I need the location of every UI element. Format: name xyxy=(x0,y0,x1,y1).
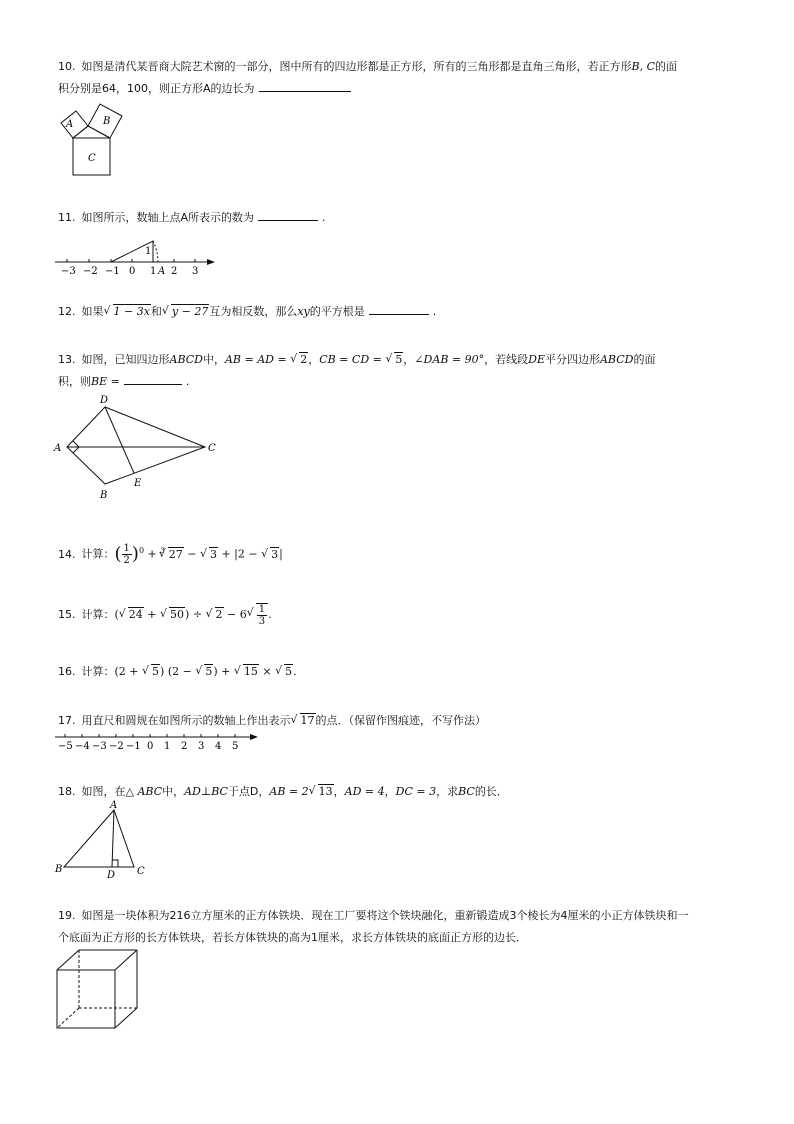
tick-label: −2 xyxy=(109,741,124,752)
compute-label: 计算： xyxy=(81,608,115,621)
answer-blank[interactable] xyxy=(124,373,182,385)
sqrt-expression xyxy=(119,604,144,626)
radicand: 27 xyxy=(168,547,183,561)
sqrt-expression xyxy=(234,661,259,683)
q13-period: . xyxy=(185,375,190,388)
radicand: y − 27 xyxy=(171,305,209,318)
operator: + xyxy=(221,665,231,678)
tick-label: −1 xyxy=(126,741,141,752)
tick-label: 0 xyxy=(147,741,154,752)
tick-label: 2 xyxy=(171,266,178,277)
question-number: 10. xyxy=(58,60,76,73)
q18-text: ， xyxy=(384,785,396,798)
tick-label: 1 xyxy=(164,741,171,752)
sqrt-fraction xyxy=(247,603,268,627)
question-15 xyxy=(58,603,272,627)
q13-text: 平分四边形 xyxy=(544,353,600,366)
radicand: 13 xyxy=(318,785,333,798)
operator: + xyxy=(147,547,157,561)
compute-label: 计算： xyxy=(81,665,115,678)
tick-label: −2 xyxy=(83,266,98,277)
fraction xyxy=(256,603,268,627)
q13-math: DE xyxy=(528,353,545,366)
fraction xyxy=(122,543,132,566)
q13-math: ABCD xyxy=(169,353,203,366)
q18-math: △ ABC xyxy=(125,785,163,798)
vertex-a: A xyxy=(110,800,118,811)
q13-math: CB = CD = xyxy=(319,353,386,366)
q13-text: 积，则 xyxy=(58,375,91,388)
group-2-close: ) xyxy=(213,665,218,678)
tick-label: −5 xyxy=(58,741,73,752)
sqrt-expression xyxy=(162,301,209,323)
q10-text-3: 积分别是64，100，则正方形A的边长为 xyxy=(58,82,255,95)
sqrt-expression xyxy=(195,661,213,683)
radicand: 2 xyxy=(215,608,223,621)
sqrt-expression xyxy=(275,661,293,683)
q12-text: 的平方根是 xyxy=(309,305,365,318)
radicand: 1 − 3x xyxy=(113,305,150,318)
vertex-b: B xyxy=(100,490,108,501)
question-number: 15. xyxy=(58,608,76,621)
radicand: 3 xyxy=(209,547,217,561)
q12-text: 和 xyxy=(150,305,162,318)
group-1-close: ) xyxy=(160,665,165,678)
q18-math: AD = 4 xyxy=(344,785,385,798)
question-number: 14. xyxy=(58,547,76,561)
cube-root-expression xyxy=(159,544,184,566)
question-number: 12. xyxy=(58,305,76,318)
q12-period: . xyxy=(432,305,437,318)
compute-label: 计算： xyxy=(81,547,115,561)
cube-root-index: 3 xyxy=(160,547,165,555)
q13-text: 中， xyxy=(202,353,225,366)
label-c: C xyxy=(88,153,96,164)
sqrt-expression xyxy=(160,604,185,626)
radicand: 17 xyxy=(300,714,315,727)
q12-text: 互为相反数，那么 xyxy=(209,305,298,318)
sqrt-expression xyxy=(206,604,224,626)
q10-text-2: 的面 xyxy=(655,60,677,73)
q13-text: 如图，已知四边形 xyxy=(81,353,170,366)
q11-period: . xyxy=(322,211,326,224)
radicand: 5 xyxy=(205,665,213,678)
q13-math: ∠DAB = 90° xyxy=(414,353,485,366)
numerator: √ 1 xyxy=(258,604,266,615)
q16-period: . xyxy=(293,665,297,678)
q13-math: BE = xyxy=(91,375,120,388)
radicand: 15 xyxy=(243,665,258,678)
q12-text: 如果 xyxy=(81,305,104,318)
operator: ÷ xyxy=(192,608,203,621)
radicand: 2 xyxy=(300,353,308,366)
tick-label: −3 xyxy=(61,266,76,277)
vertex-d: D xyxy=(100,395,109,406)
altitude-ad xyxy=(112,810,114,867)
q18-text: 的长． xyxy=(474,785,508,798)
q18-math: DC = 3 xyxy=(395,785,437,798)
denominator: 2 xyxy=(123,555,130,567)
sqrt-expression xyxy=(142,661,160,683)
tick-label: 0 xyxy=(129,266,136,277)
label-a: A xyxy=(66,119,74,130)
q17-number-line xyxy=(55,730,260,755)
q17-text: 用直尺和圆规在如图所示的数轴上作出表示 xyxy=(81,714,291,727)
sqrt-expression xyxy=(200,544,218,566)
point-d: D xyxy=(107,870,116,881)
sqrt-expression xyxy=(385,349,403,371)
q10-math-bc: B, C xyxy=(631,60,655,73)
q18-text: ， xyxy=(333,785,345,798)
abs-content: 2 − xyxy=(237,547,258,561)
operator: + xyxy=(147,608,157,621)
question-11 xyxy=(58,207,326,229)
answer-blank[interactable] xyxy=(259,80,351,92)
question-19 xyxy=(58,905,689,949)
question-number: 17. xyxy=(58,714,76,727)
sqrt-expression xyxy=(309,781,334,803)
open-paren: ( xyxy=(114,608,119,621)
denominator: 3 xyxy=(258,616,266,627)
q11-number-line xyxy=(55,228,220,276)
numerator: 1 xyxy=(123,543,130,555)
quadrilateral-abcd xyxy=(67,407,205,484)
sqrt-expression xyxy=(291,710,316,732)
right-angle-mark xyxy=(112,860,118,867)
radicand: 5 xyxy=(285,665,293,678)
compass-arc xyxy=(153,241,158,262)
question-number: 13. xyxy=(58,353,76,366)
cube-front-face xyxy=(57,970,115,1028)
tick-label: 3 xyxy=(192,266,199,277)
question-16 xyxy=(58,661,297,683)
question-number: 19. xyxy=(58,909,76,922)
sqrt-expression xyxy=(104,301,151,323)
vertex-c: C xyxy=(137,866,145,877)
q13-text: 的面 xyxy=(633,353,656,366)
radicand: 5 xyxy=(152,665,160,678)
group-1-open: (2 + xyxy=(114,665,139,678)
q18-math: BC xyxy=(458,785,475,798)
q10-squares-figure xyxy=(55,100,135,180)
q15-period: . xyxy=(268,608,272,621)
q18-text: ，求 xyxy=(436,785,459,798)
question-13 xyxy=(58,349,655,393)
q13-text: ， xyxy=(403,353,415,366)
tick-label: −3 xyxy=(92,741,107,752)
operator: − xyxy=(187,547,197,561)
question-number: 11. xyxy=(58,211,76,224)
q13-math: AB = AD = xyxy=(224,353,291,366)
tick-label: −1 xyxy=(105,266,120,277)
triangle-abc xyxy=(64,810,134,867)
q12-math-xy: xy xyxy=(297,305,310,318)
q18-triangle-figure xyxy=(52,800,157,882)
question-14: 14. 计算：( $\frac{1}{2}$ )$^0$ + $^3$√ 27 − √ 3 + |2 − √ 3| xyxy=(58,540,283,566)
question-10 xyxy=(58,56,677,100)
question-number: 18. xyxy=(58,785,76,798)
tick-label: 4 xyxy=(215,741,222,752)
operator: + xyxy=(221,547,231,561)
sqrt-expression xyxy=(290,349,308,371)
close-paren: ) xyxy=(185,608,190,621)
tick-label: −4 xyxy=(75,741,90,752)
height-label: 1 xyxy=(145,246,152,257)
vertex-a: A xyxy=(54,443,62,454)
tick-label: 2 xyxy=(181,741,188,752)
q18-math: AD⊥BC xyxy=(184,785,228,798)
q11-text: 如图所示，数轴上点A所表示的数为 xyxy=(81,211,255,224)
radicand: 50 xyxy=(170,608,185,621)
q18-text: 如图，在 xyxy=(81,785,126,798)
answer-blank[interactable] xyxy=(369,303,429,315)
label-b: B xyxy=(103,116,111,127)
operator: − 6 xyxy=(227,608,247,621)
question-17 xyxy=(58,710,486,732)
q13-text: ，若线段 xyxy=(484,353,529,366)
vertex-b: B xyxy=(55,864,63,875)
tick-label: 1 xyxy=(150,266,157,277)
q19-text: 如图是一块体积为216立方厘米的正方体铁块．现在工厂要将这个铁块融化，重新锻造成3个棱长为4厘米的小正方体铁块和一 xyxy=(81,909,689,922)
operator: × xyxy=(262,665,272,678)
q10-text-1: 如图是清代某晋商大院艺术窗的一部分，图中所有的四边形都是正方形，所有的三角形都是直角三角形，若正方形 xyxy=(81,60,632,73)
q19-cube-figure xyxy=(55,948,140,1033)
exponent: 0 xyxy=(138,546,145,555)
q18-text: 于点D， xyxy=(227,785,270,798)
radicand: 24 xyxy=(128,608,143,621)
q18-math: AB = 2 xyxy=(269,785,309,798)
point-e: E xyxy=(134,478,142,489)
q13-text: ， xyxy=(308,353,320,366)
question-12 xyxy=(58,301,436,323)
point-a-label: A xyxy=(158,266,166,277)
q18-text: 中， xyxy=(162,785,185,798)
radicand: 5 xyxy=(395,353,403,366)
radicand: 3 xyxy=(271,547,279,561)
q13-math: ABCD xyxy=(599,353,634,366)
vertex-c: C xyxy=(208,443,216,454)
tick-label: 5 xyxy=(232,741,239,752)
q17-text: 的点．（保留作图痕迹，不写作法） xyxy=(315,714,486,727)
cube-hidden-edges xyxy=(57,950,137,1028)
q19-text: 个底面为正方形的长方体铁块，若长方体铁块的高为1厘米，求长方体铁块的底面正方形的边长． xyxy=(58,931,527,944)
sqrt-expression xyxy=(261,544,279,566)
tick-label: 3 xyxy=(198,741,205,752)
q13-quadrilateral-figure xyxy=(50,390,225,505)
group-2-open: (2 − xyxy=(167,665,192,678)
question-number: 16. xyxy=(58,665,76,678)
answer-blank[interactable] xyxy=(258,209,318,221)
